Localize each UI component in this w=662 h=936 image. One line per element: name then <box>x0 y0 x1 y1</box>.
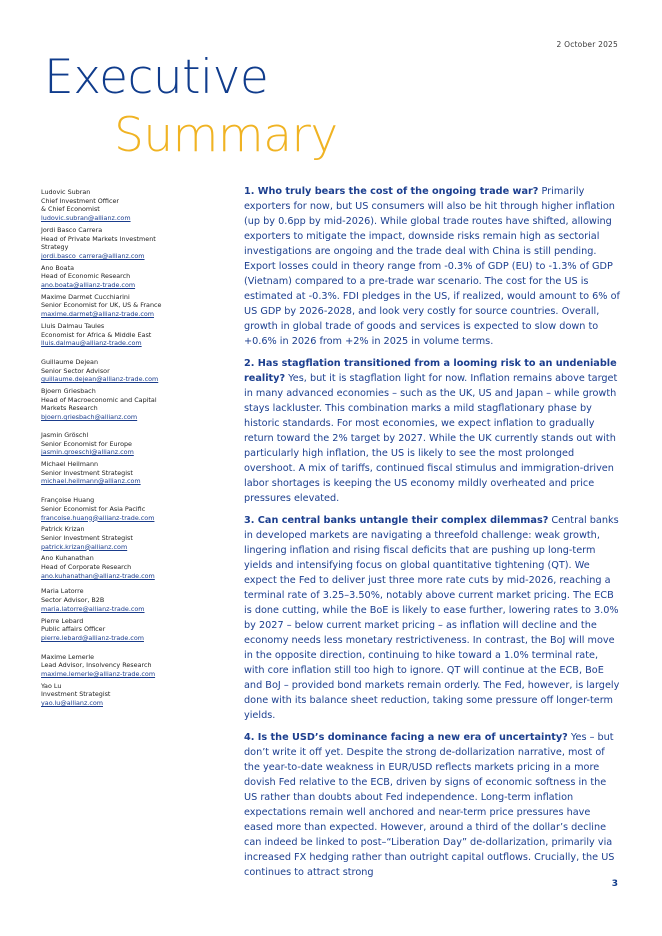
author-title: Lead Advisor, Insolvency Research <box>41 661 152 670</box>
author-title: & Chief Economist <box>41 205 100 214</box>
author-email-link[interactable]: francoise.huang@allianz-trade.com <box>41 513 155 522</box>
author-email-link[interactable]: maria.latorre@allianz-trade.com <box>41 604 145 613</box>
author-title: Head of Economic Research <box>41 272 131 281</box>
author-title: Senior Sector Advisor <box>41 366 110 375</box>
author-email-link[interactable]: maxime.darmet@allianz-trade.com <box>41 310 155 319</box>
author-name: Pierre Lebard <box>41 616 84 625</box>
author-title: Senior Economist for Europe <box>41 439 132 448</box>
author-entry <box>41 525 221 551</box>
author-entry <box>41 554 221 580</box>
author-name: Yao Lu <box>41 681 62 690</box>
author-name: Ludovic Subran <box>41 188 91 196</box>
author-title: Markets Research <box>41 404 98 413</box>
author-entry <box>41 188 221 223</box>
author-entry <box>41 264 221 290</box>
author-email-link[interactable]: jasmin.groeschl@allianz.com <box>41 448 134 457</box>
author-title: Economist for Africa & Middle East <box>41 330 152 339</box>
section-4 <box>244 730 620 880</box>
author-title: Strategy <box>41 243 69 252</box>
author-entry <box>41 460 221 486</box>
author-entry <box>41 653 221 679</box>
section-text: Central banks in developed markets are navigating a threefold challenge: weak growth, lingering inflation and rising fiscal deficits that are pushing up long-term yields and intensifying focus on global quantitative tightening (QT). We expect the Fed to deliver just three more rate cuts by mid-2026, reaching a terminal rate of 3.25–3.50%, notably above current market pricing. The ECB is done cutting, while the BoE is likely to ease further, lowering rates to 3.0% by 2027 – below current market pricing – as inflation will decline and the economy needs less monetary restrictiveness. In contrast, the BoJ will move in the opposite direction, continuing to hike toward a 1.0% terminal rate, with core inflation still too high to ignore. QT will continue at the ECB, BoE and BoJ – provided bond markets remain orderly. The Fed, however, is largely done with its balance sheet reduction, taking some pressure off longer-term yields. <box>244 515 620 721</box>
author-name: Françoise Huang <box>41 496 95 505</box>
author-email-link[interactable]: lluis.dalmau@allianz-trade.com <box>41 339 142 348</box>
author-entry <box>41 226 221 261</box>
page-title-line2: Summary <box>114 108 338 163</box>
author-entry <box>41 387 221 422</box>
author-email-link[interactable]: pierre.lebard@allianz-trade.com <box>41 633 144 642</box>
author-name: Guillaume Dejean <box>41 357 99 366</box>
section-question: 4. Is the USD’s dominance facing a new era of uncertainty? <box>244 732 568 743</box>
author-entry <box>41 293 221 319</box>
section-text: Yes – but don’t write it off yet. Despite the strong de-dollarization narrative, most of the year-to-date weakness in EUR/USD reflects markets pricing in a more dovish Fed relative to the ECB, driven by signs of economic softness in the US rather than doubts about Fed independence. Long-term inflation expectations remain well anchored and near-term price pressures have eased more than expected. However, around a third of the dollar’s decline can indeed be linked to post–“Liberation Day” de-dollarization, primarily via increased FX hedging rather than outright capital outflows. Crucially, the US continues to attract strong <box>244 732 615 878</box>
author-name: Jordi Basco Carrera <box>41 225 103 234</box>
author-title: Senior Investment Strategist <box>41 533 133 542</box>
author-title: Head of Private Markets Investment <box>41 234 156 243</box>
author-name: Michael Heilmann <box>41 459 99 468</box>
author-title: Senior Economist for UK, US & France <box>41 301 162 310</box>
author-title: Investment Strategist <box>41 690 111 699</box>
author-entry <box>41 682 221 708</box>
author-name: Ano Kuhanathan <box>41 554 94 563</box>
author-email-link[interactable]: ano.boata@allianz-trade.com <box>41 281 136 290</box>
section-text: Primarily exporters for now, but US consumers will also be hit through higher inflation (up by 0.6pp by mid-2026). While global trade routes have shifted, allowing exporters to mitigate the impact, downside risks remain high as sectorial investigations are ongoing and the trade deal with China is still pending. Export losses could in theory range from -0.3% of GDP (EU) to -1.3% of GDP (Vietnam) compared to a pre-trade war scenario. The cost for the US is estimated at -0.3%. FDI pledges in the US, if realized, would amount to 6% of US GDP by 2026-2028, and look very costly for source countries. Overall, growth in global trade of goods and services is expected to slow down to +0.6% in 2026 from +2% in 2025 in volume terms. <box>244 186 620 347</box>
author-entry <box>41 322 221 348</box>
author-entry <box>41 617 221 643</box>
author-name: Patrick Krizan <box>41 525 85 534</box>
author-email-link[interactable]: patrick.krizan@allianz.com <box>41 542 128 551</box>
section-question: 2. Has stagflation transitioned from a looming risk to an undeniable reality? <box>244 358 617 384</box>
author-name: Jasmin Gröschl <box>41 430 89 439</box>
page-number: 3 <box>611 879 618 889</box>
section-text: Yes, but it is stagflation light for now. Inflation remains above target in many advanced economies – such as the UK, US and Japan – while growth stays lackluster. This combination marks a mild stagflationary phase by historic standards. For most economies, we expect inflation to gradually return toward the 2% target by 2027. While the UK currently stands out with particularly high inflation, the US is likely to see the most prolonged overshoot. A mix of tariffs, continued fiscal stimulus and immigration-driven labor shortages is keeping the US economy mildly overheated and price pressures elevated. <box>244 373 618 504</box>
author-entry <box>41 431 221 457</box>
author-title: Chief Investment Officer <box>41 196 120 205</box>
summary-body <box>244 184 620 887</box>
author-email-link[interactable]: ano.kuhanathan@allianz-trade.com <box>41 571 155 580</box>
author-title: Head of Macroeconomic and Capital <box>41 395 157 404</box>
author-email-link[interactable]: bjoern.griesbach@allianz.com <box>41 413 138 422</box>
author-name: Maxime Lemerle <box>41 652 95 661</box>
author-name: Ano Boata <box>41 263 74 272</box>
author-email-link[interactable]: maxime.lemerle@allianz-trade.com <box>41 670 156 679</box>
author-email-link[interactable]: guillaume.dejean@allianz-trade.com <box>41 375 159 384</box>
author-entry <box>41 587 221 613</box>
author-entry <box>41 358 221 384</box>
section-question: 3. Can central banks untangle their complex dilemmas? <box>244 515 549 526</box>
section-1 <box>244 184 620 349</box>
author-name: Lluis Dalmau Taules <box>41 321 105 330</box>
author-title: Senior Economist for Asia Pacific <box>41 504 146 513</box>
author-title: Head of Corporate Research <box>41 563 132 572</box>
author-email-link[interactable]: yao.lu@allianz.com <box>41 699 103 708</box>
author-email-link[interactable]: ludovic.subran@allianz.com <box>41 214 131 223</box>
author-email-link[interactable]: michael.heilmann@allianz.com <box>41 477 141 486</box>
author-entry <box>41 496 221 522</box>
author-name: Maria Latorre <box>41 587 84 596</box>
author-title: Public affairs Officer <box>41 625 106 634</box>
page-title-line1: Executive <box>44 50 269 105</box>
section-2 <box>244 356 620 506</box>
author-name: Maxime Darmet Cucchiarini <box>41 292 130 301</box>
author-name: Bjoern Griesbach <box>41 387 96 396</box>
author-title: Senior Investment Strategist <box>41 468 133 477</box>
author-email-link[interactable]: jordi.basco_carrera@allianz.com <box>41 251 145 260</box>
author-title: Sector Advisor, B2B <box>41 596 105 605</box>
report-date: 2 October 2025 <box>556 40 618 49</box>
author-list <box>41 188 221 712</box>
section-question: 1. Who truly bears the cost of the ongoing trade war? <box>244 186 539 197</box>
section-3 <box>244 513 620 723</box>
